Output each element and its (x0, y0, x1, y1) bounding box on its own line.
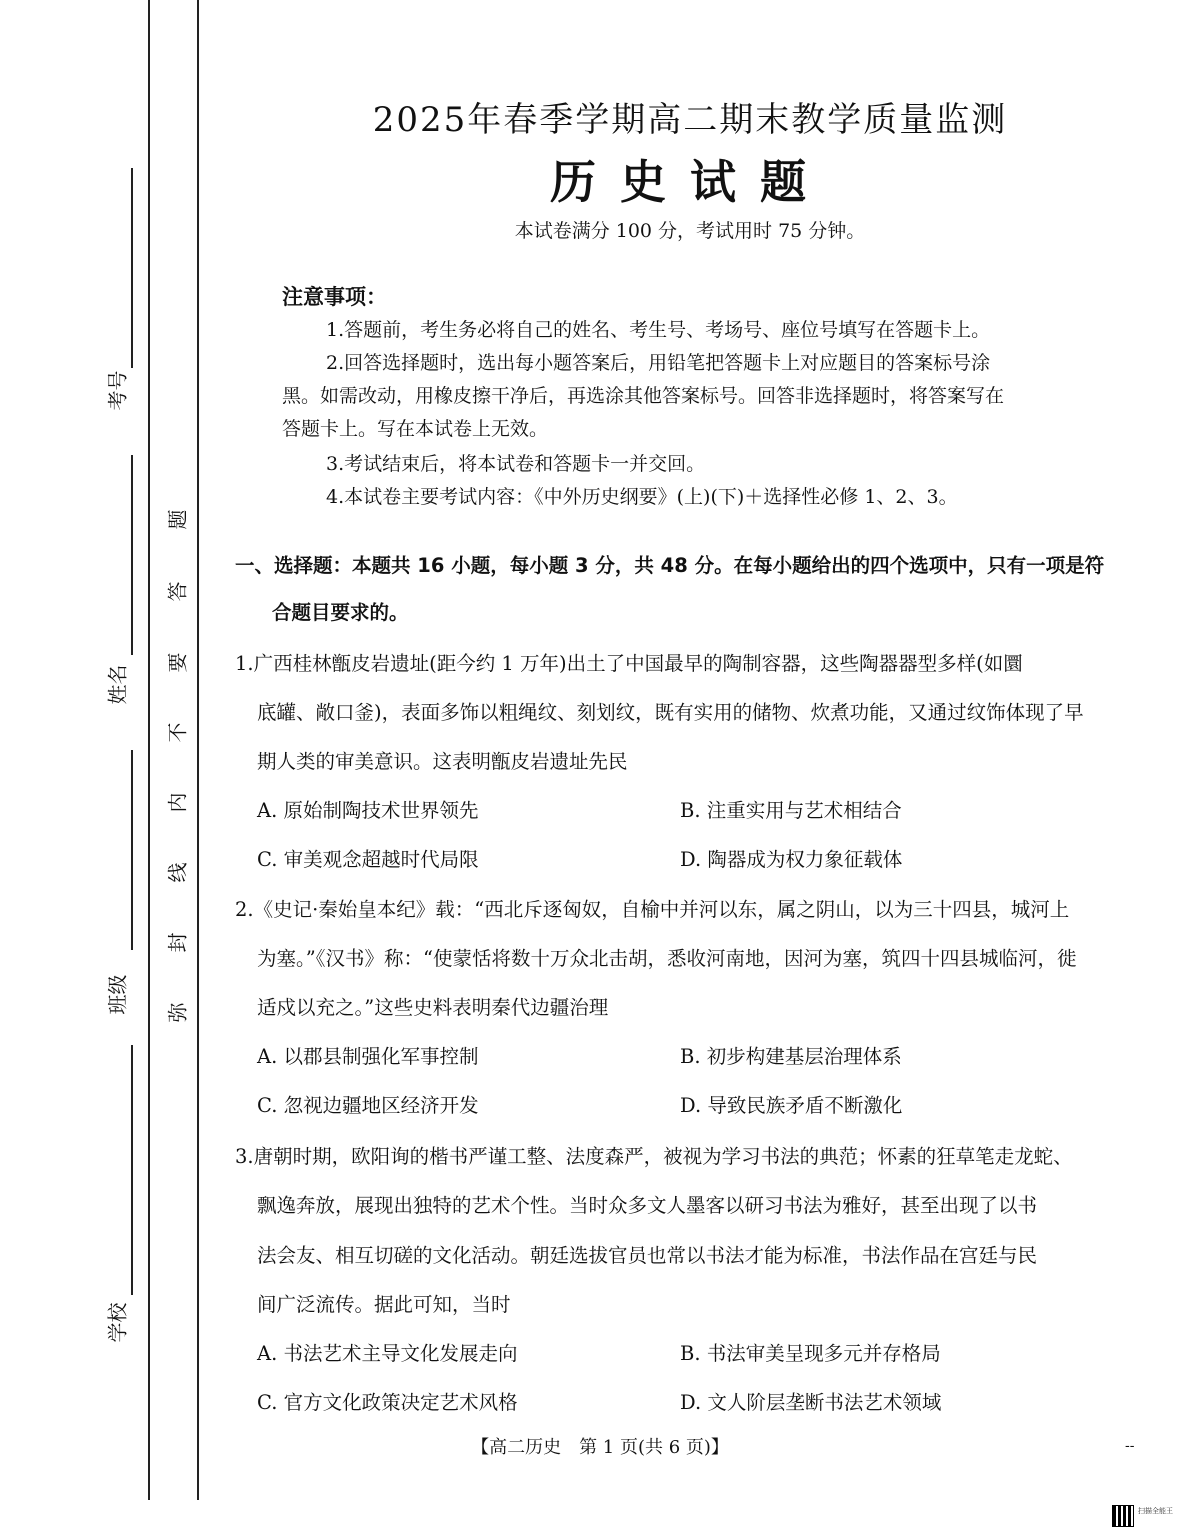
question-2-text: 2.《史记·秦始皇本纪》载：“西北斥逐匈奴，自榆中并河以东，属之阴山，以为三十四县，城河上 (235, 898, 1070, 921)
question-1-option-d[interactable]: D. 陶器成为权力象征载体 (680, 848, 903, 871)
footer-mark: -- (1125, 1438, 1135, 1454)
seal-char: 不 (165, 722, 190, 743)
qr-code-icon (1112, 1505, 1134, 1527)
subject-title: 历史试题 (550, 155, 830, 209)
question-2-option-b[interactable]: B. 初步构建基层治理体系 (680, 1045, 902, 1068)
question-3-text: 法会友、相互切磋的文化活动。朝廷选拔官员也常以书法才能为标准，书法作品在宫廷与民 (257, 1244, 1038, 1267)
notice-line: 答题卡上。写在本试卷上无效。 (282, 418, 549, 440)
question-3-text: 飘逸奔放，展现出独特的艺术个性。当时众多文人墨客以研习书法为雅好，甚至出现了以书 (257, 1194, 1038, 1217)
field-blank-line (131, 455, 133, 655)
question-2-text: 为塞。”《汉书》称：“使蒙恬将数十万众北击胡，悉收河南地，因河为塞，筑四十四县城临河，徙 (257, 947, 1077, 970)
section-heading-cont: 合题目要求的。 (272, 601, 409, 624)
question-1-text: 期人类的审美意识。这表明甑皮岩遗址先民 (257, 750, 628, 773)
question-3-option-d[interactable]: D. 文人阶层垄断书法艺术领域 (680, 1391, 942, 1414)
exam-info: 本试卷满分 100 分，考试用时 75 分钟。 (514, 220, 866, 242)
question-1-option-a[interactable]: A. 原始制陶技术世界领先 (257, 799, 479, 822)
notice-line: 2.回答选择题时，选出每小题答案后，用铅笔把答题卡上对应题目的答案标号涂 (326, 352, 991, 374)
question-2-text: 适戍以充之。”这些史料表明秦代边疆治理 (257, 996, 609, 1019)
field-blank-line (131, 1045, 133, 1295)
page-footer: 【高二历史 第 1 页(共 6 页)】 (471, 1437, 729, 1458)
question-1-text: 底罐、敞口釜)，表面多饰以粗绳纹、刻划纹，既有实用的储物、炊煮功能，又通过纹饰体现了早 (257, 701, 1084, 724)
notice-line: 1.答题前，考生务必将自己的姓名、考生号、考场号、座位号填写在答题卡上。 (326, 319, 991, 341)
question-2-option-d[interactable]: D. 导致民族矛盾不断激化 (680, 1094, 903, 1117)
question-1-text: 1.广西桂林甑皮岩遗址(距今约 1 万年)出土了中国最早的陶制容器，这些陶器器型多样(如圜 (235, 652, 1023, 675)
seal-char: 封 (165, 932, 190, 953)
question-2-option-c[interactable]: C. 忽视边疆地区经济开发 (257, 1094, 479, 1117)
field-label-exam-number: 考号 (105, 370, 130, 411)
field-blank-line (131, 750, 133, 950)
seal-char: 内 (165, 792, 190, 813)
notice-line: 3.考试结束后，将本试卷和答题卡一并交回。 (326, 453, 706, 475)
question-3-option-c[interactable]: C. 官方文化政策决定艺术风格 (257, 1391, 518, 1414)
binding-line-inner (197, 0, 199, 1500)
notice-line: 4.本试卷主要考试内容：《中外历史纲要》(上)(下)＋选择性必修 1、2、3。 (326, 486, 958, 508)
question-3-text: 间广泛流传。据此可知，当时 (257, 1293, 511, 1316)
notice-title: 注意事项： (282, 285, 387, 309)
seal-char: 弥 (165, 1002, 190, 1023)
question-3-option-a[interactable]: A. 书法艺术主导文化发展走向 (257, 1342, 518, 1365)
question-1-option-c[interactable]: C. 审美观念超越时代局限 (257, 848, 479, 871)
seal-char: 线 (165, 862, 190, 883)
notice-line: 黑。如需改动，用橡皮擦干净后，再选涂其他答案标号。回答非选择题时，将答案写在 (282, 385, 1005, 407)
seal-char: 答 (165, 581, 190, 602)
question-3-option-b[interactable]: B. 书法审美呈现多元并存格局 (680, 1342, 941, 1365)
field-blank-line (131, 168, 133, 368)
binding-line-outer (148, 0, 150, 1500)
field-label-school: 学校 (105, 1302, 130, 1343)
seal-char: 要 (165, 652, 190, 673)
question-3-text: 3.唐朝时期，欧阳询的楷书严谨工整、法度森严，被视为学习书法的典范；怀素的狂草笔走龙蛇、 (235, 1145, 1073, 1168)
question-1-option-b[interactable]: B. 注重实用与艺术相结合 (680, 799, 902, 822)
question-2-option-a[interactable]: A. 以郡县制强化军事控制 (257, 1045, 479, 1068)
field-label-class: 班级 (105, 974, 130, 1015)
scan-watermark: 扫描全能王 (1138, 1507, 1173, 1515)
section-heading: 一、选择题：本题共 16 小题，每小题 3 分，共 48 分。在每小题给出的四个选项中，只有一项是符 (235, 554, 1105, 577)
field-label-name: 姓名 (105, 664, 130, 705)
exam-title: 2025年春季学期高二期末教学质量监测 (372, 100, 1008, 140)
seal-char: 题 (165, 509, 190, 530)
